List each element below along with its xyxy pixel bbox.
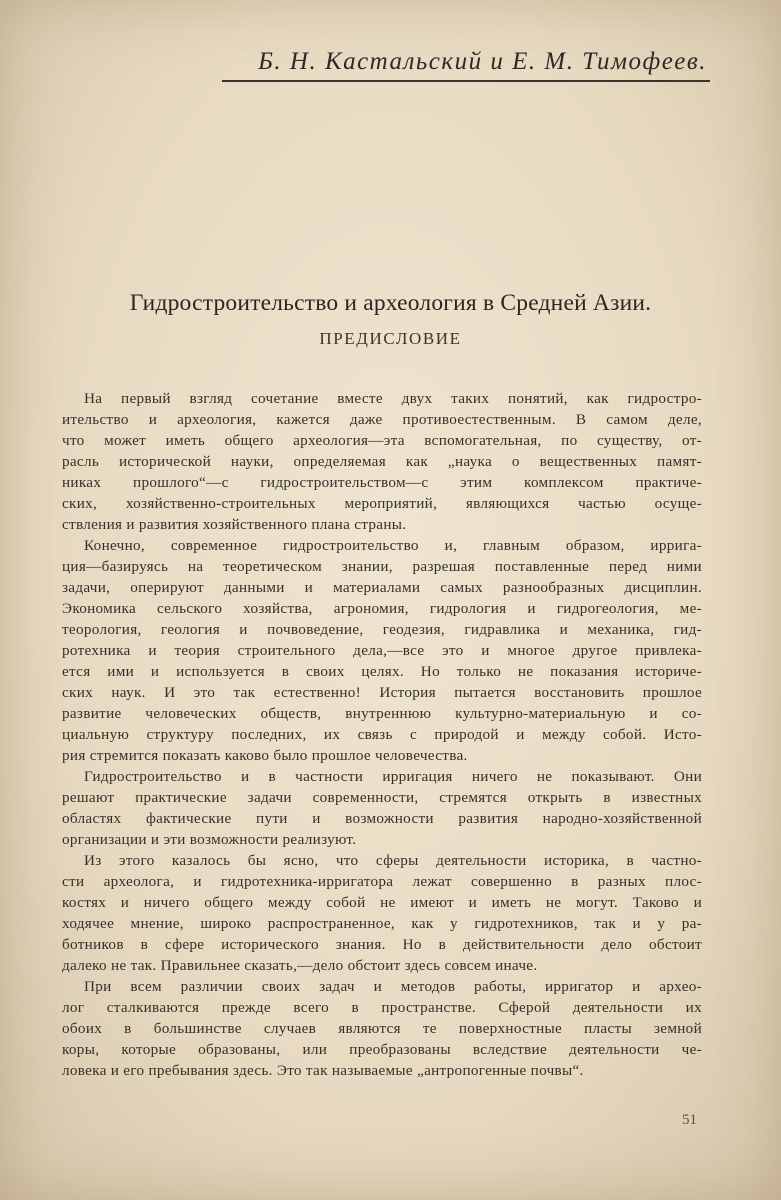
article-title: Гидростроительство и археология в Средней Азии.: [129, 290, 652, 316]
body-line: При всем различии своих задач и методов работы, ирригатор и архео-: [84, 978, 702, 995]
body-line: Конечно, современное гидростроительство и, главным образом, ирригa-: [84, 537, 702, 554]
body-line: костях и ничего общего между собой не имеют и иметь не могут. Таково и: [62, 894, 702, 911]
body-line: расль исторической науки, определяемая как „наука о вещественных памят-: [62, 453, 702, 470]
body-line: обоих в большинстве случаев являются те поверхностные пласты земной: [62, 1020, 702, 1037]
body-line: областях фактические пути и возможности развития народно-хозяйственной: [62, 810, 702, 827]
body-line: ротехника и теория строительного дела,—все это и многое другое привлека-: [62, 642, 702, 659]
body-line: ских наук. И это так естественно! История пытается восстановить прошлое: [62, 684, 702, 701]
body-line: решают практические задачи современности, стремятся открыть в известных: [62, 789, 702, 806]
body-line: развитие человеческих обществ, внутреннюю культурно-материальную и со-: [62, 705, 702, 722]
body-line: ботников в сфере исторического знания. Но в действительности дело обстоит: [62, 936, 702, 953]
body-line: никах прошлого“—с гидростроительством—с этим комплексом практиче-: [62, 474, 702, 491]
body-line: ствления и развития хозяйственного плана страны.: [62, 516, 407, 533]
body-line: теорология, геология и почвоведение, геодезия, гидравлика и механика, гид-: [62, 621, 702, 638]
body-line: На первый взгляд сочетание вместе двух таких понятий, как гидростро-: [84, 390, 702, 407]
body-line: лог сталкиваются прежде всего в пространстве. Сферой деятельности их: [62, 999, 702, 1016]
body-line: что может иметь общего археология—эта вспомогательная, по существу, от-: [62, 432, 702, 449]
body-line: рия стремится показать каково было прошлое человечества.: [62, 747, 468, 764]
body-line: коры, которые образованы, или преобразованы вследствие деятельности че-: [62, 1041, 702, 1058]
body-line: ских, хозяйственно-строительных мероприятий, являющихся частью осуще-: [62, 495, 702, 512]
header-rule: [222, 80, 710, 82]
body-line: ция—базируясь на теоретическом знании, разрешая поставленные перед ними: [62, 558, 702, 575]
body-line: далеко не так. Правильнее сказать,—дело обстоит здесь совсем иначе.: [62, 957, 538, 974]
body-line: организации и эти возможности реализуют.: [62, 831, 357, 848]
body-line: Гидростроительство и в частности ирригация ничего не показывают. Они: [84, 768, 702, 785]
body-line: ходячее мнение, широко распространенное, как у гидротехников, так и у ра-: [62, 915, 702, 932]
running-head-authors: Б. Н. Кастальский и Е. М. Тимофеев.: [258, 48, 707, 75]
body-line: ительство и археология, кажется даже противоестественным. В самом деле,: [62, 411, 702, 428]
body-line: задачи, оперируют данными и материалами самых разнообразных дисциплин.: [62, 579, 702, 596]
body-line: сти археолога, и гидротехника-ирригатора лежат совершенно в разных плос-: [62, 873, 702, 890]
body-line: ловека и его пребывания здесь. Это так называемые „антропогенные почвы“.: [62, 1062, 584, 1079]
body-line: Экономика сельского хозяйства, агрономия, гидрология и гидрогеология, ме-: [62, 600, 702, 617]
body-line: ется ими и используется в своих целях. Но только не показания историче-: [62, 663, 702, 680]
article-body: [62, 388, 702, 1081]
section-heading: ПРЕДИСЛОВИЕ: [319, 329, 462, 348]
body-line: циальную структуру последних, их связь с природой и между собой. Исто-: [62, 726, 702, 743]
page-number: 51: [682, 1112, 697, 1128]
body-line: Из этого казалось бы ясно, что сферы деятельности историка, в частно-: [84, 852, 702, 869]
